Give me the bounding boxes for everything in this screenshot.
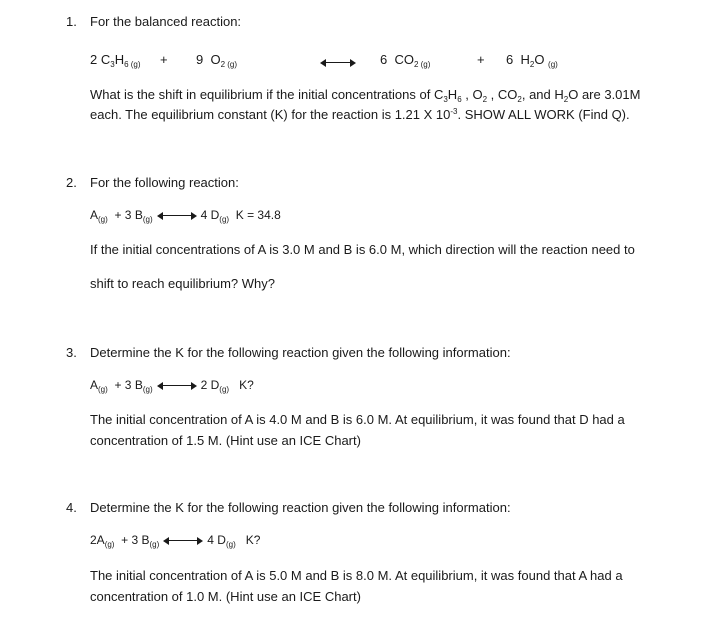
q1-plus-1: +	[160, 52, 168, 67]
q2-body-line-1: If the initial concentrations of A is 3.0 M and B is 6.0 M, which direction will the reaction need to	[90, 242, 635, 257]
question-2-prompt: For the following reaction:	[90, 175, 239, 190]
q2-body-line-2: shift to reach equilibrium? Why?	[90, 276, 275, 291]
q4-equilibrium-arrow	[163, 537, 203, 545]
question-4-number: 4.	[66, 500, 77, 515]
question-3-prompt: Determine the K for the following reaction given the following information:	[90, 345, 511, 360]
q2-equation: $A_{(g)} + 3$ $B_{(g)}$ 4 $D_{(g)}$ K = 34.8	[90, 208, 281, 224]
q2-equilibrium-arrow	[157, 212, 197, 220]
question-1-number: 1.	[66, 14, 77, 29]
q4-equation: $2A_{(g)} + 3$ $B_{(g)}$ 4 $D_{(g)}$ K?	[90, 533, 261, 549]
q4-body-line-2: concentration of 1.0 M. (Hint use an ICE Chart)	[90, 589, 361, 604]
question-4-prompt: Determine the K for the following reaction given the following information:	[90, 500, 511, 515]
q3-body-line-1: The initial concentration of A is 4.0 M and B is 6.0 M. At equilibrium, it was found that D had a	[90, 412, 625, 427]
q1-product-2: 6 $H_2O$ $_{(g)}$	[506, 52, 558, 69]
q1-body-line-2: each. The equilibrium constant (K) for the reaction is 1.21 X $10^{-3}$. SHOW ALL WORK (Find Q).	[90, 107, 630, 122]
q3-equilibrium-arrow	[157, 382, 197, 390]
q1-plus-2: +	[477, 52, 485, 67]
question-2-number: 2.	[66, 175, 77, 190]
q3-body-line-2: concentration of 1.5 M. (Hint use an ICE Chart)	[90, 433, 361, 448]
q4-body-line-1: The initial concentration of A is 5.0 M and B is 8.0 M. At equilibrium, it was found that A had a	[90, 568, 623, 583]
q1-equilibrium-arrow	[316, 54, 360, 69]
question-3-number: 3.	[66, 345, 77, 360]
q1-reactant-2: 9 $O_{2 (g)}$	[196, 52, 238, 69]
q1-product-1: 6 $CO_{2 (g)}$	[380, 52, 431, 69]
q1-reactant-1: 2 $C_3H_{6 (g)}$	[90, 52, 141, 69]
q3-equation: $A_{(g)} + 3$ $B_{(g)}$ 2 $D_{(g)}$ K?	[90, 378, 254, 394]
question-1-prompt: For the balanced reaction:	[90, 14, 242, 29]
q1-body-line-1: What is the shift in equilibrium if the initial concentrations of $C_3H_6$ , $O_2$ , $CO_2$, and $H_2O$ are 3.01M	[90, 87, 641, 104]
